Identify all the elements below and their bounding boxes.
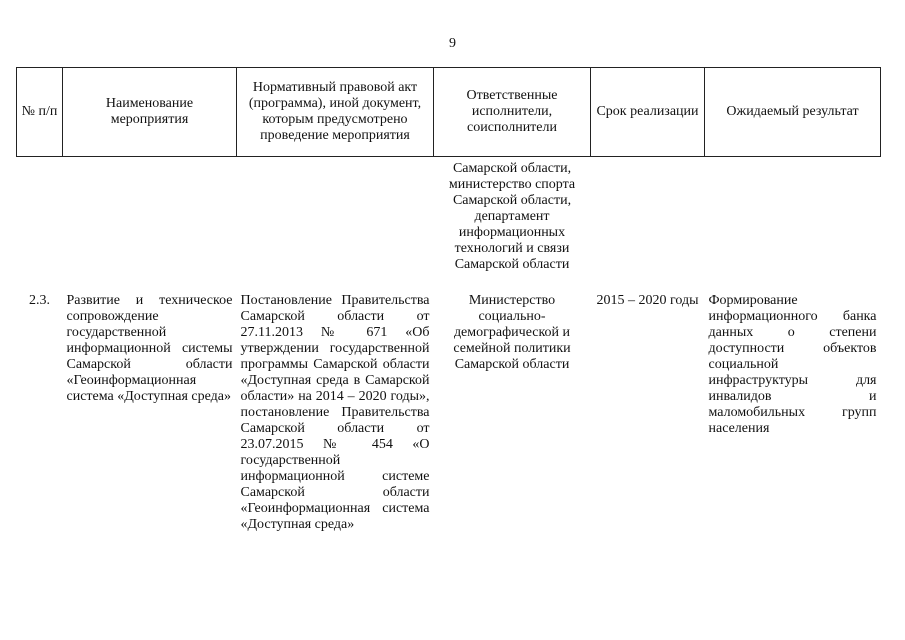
header-number: № п/п: [17, 68, 63, 157]
table-row-continuation: [17, 157, 881, 274]
measures-table: [16, 67, 881, 533]
header-term: Срок реализации: [591, 68, 705, 157]
header-executors: Ответственные исполнители, соисполнители: [434, 68, 591, 157]
row-legal-act: Постановление Правительства Самарской области от 27.11.2013 № 671 «Об утверждении государственной программы Самарской области «Доступная среда в Самарской области» на 2014 – 2020 годы», постановление Правительства Самарской области от 23.07.2015 № 454 «О государственной информационной системе Самарской области «Геоинформационная система «Доступная среда»: [240, 293, 430, 532]
row-term: 2015 – 2020 годы: [596, 293, 699, 308]
table-row: [17, 273, 881, 533]
continuation-executors: Самарской области, министерство спорта Самарской области, департамент информационных технологий и связи Самарской области: [448, 161, 576, 272]
header-legal-act: Нормативный правовой акт (программа), иной документ, которым предусмотрено проведение мероприятия: [237, 68, 434, 157]
header-measure-name: Наименование мероприятия: [63, 68, 237, 157]
row-number: 2.3.: [29, 293, 50, 308]
row-measure-name: Развитие и техническое сопровождение государственной информационной системы Самарской области «Геоинформационная система «Доступная среда»: [66, 293, 233, 404]
row-result: Формирование информационного банка данных о степени доступности объектов социальной инфраструктуры для инвалидов и маломобильных групп населения: [708, 293, 877, 436]
table-header-row: [17, 68, 881, 157]
row-executor: Министерство социально-демографической и семейной политики Самарской области: [453, 293, 571, 372]
page-number: 9: [449, 36, 456, 51]
header-result: Ожидаемый результат: [705, 68, 881, 157]
